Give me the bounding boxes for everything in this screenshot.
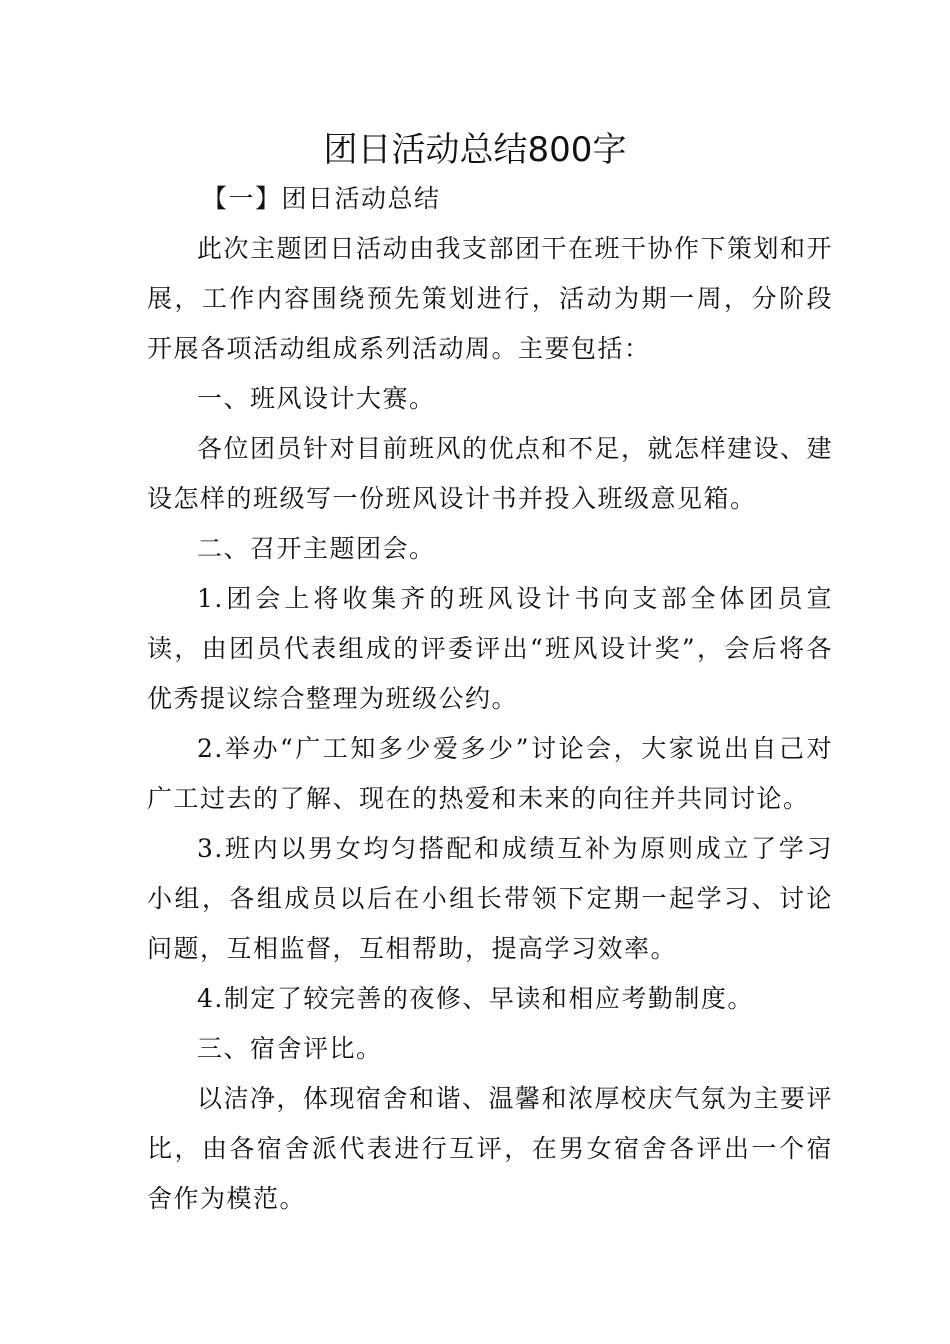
paragraph-item-3: 3.班内以男女均匀搭配和成绩互补为原则成立了学习小组，各组成员以后在小组长带领下定期一起学习、讨论问题，互相监督，互相帮助，提高学习效率。 [147,834,833,963]
heading-dorm-contest: 三、宿舍评比。 [197,1034,383,1063]
document-body [147,174,833,1224]
document-title: 团日活动总结800字 [323,130,627,170]
heading-class-style-contest: 一、班风设计大赛。 [197,384,436,413]
paragraph-item-1: 1.团会上将收集齐的班风设计书向支部全体团员宣读，由团员代表组成的评委评出“班风设计奖”，会后将各优秀提议综合整理为班级公约。 [147,584,833,713]
section-heading: 【一】团日活动总结 [202,184,441,213]
paragraph-dorm-contest: 以洁净，体现宿舍和谐、温馨和浓厚校庆气氛为主要评比，由各宿舍派代表进行互评，在男女宿舍各评出一个宿舍作为模范。 [147,1084,834,1213]
paragraph-item-4: 4.制定了较完善的夜修、早读和相应考勤制度。 [197,984,754,1013]
paragraph-class-style-contest: 各位团员针对目前班风的优点和不足，就怎样建设、建设怎样的班级写一份班风设计书并投入班级意见箱。 [147,434,834,513]
paragraph-item-2: 2.举办“广工知多少爱多少”讨论会，大家说出自己对广工过去的了解、现在的热爱和未来的向往并共同讨论。 [147,734,833,813]
paragraph-intro: 此次主题团日活动由我支部团干在班干协作下策划和开展，工作内容围绕预先策划进行，活动为期一周，分阶段开展各项活动组成系列活动周。主要包括： [147,234,834,363]
heading-theme-meeting: 二、召开主题团会。 [197,534,436,563]
